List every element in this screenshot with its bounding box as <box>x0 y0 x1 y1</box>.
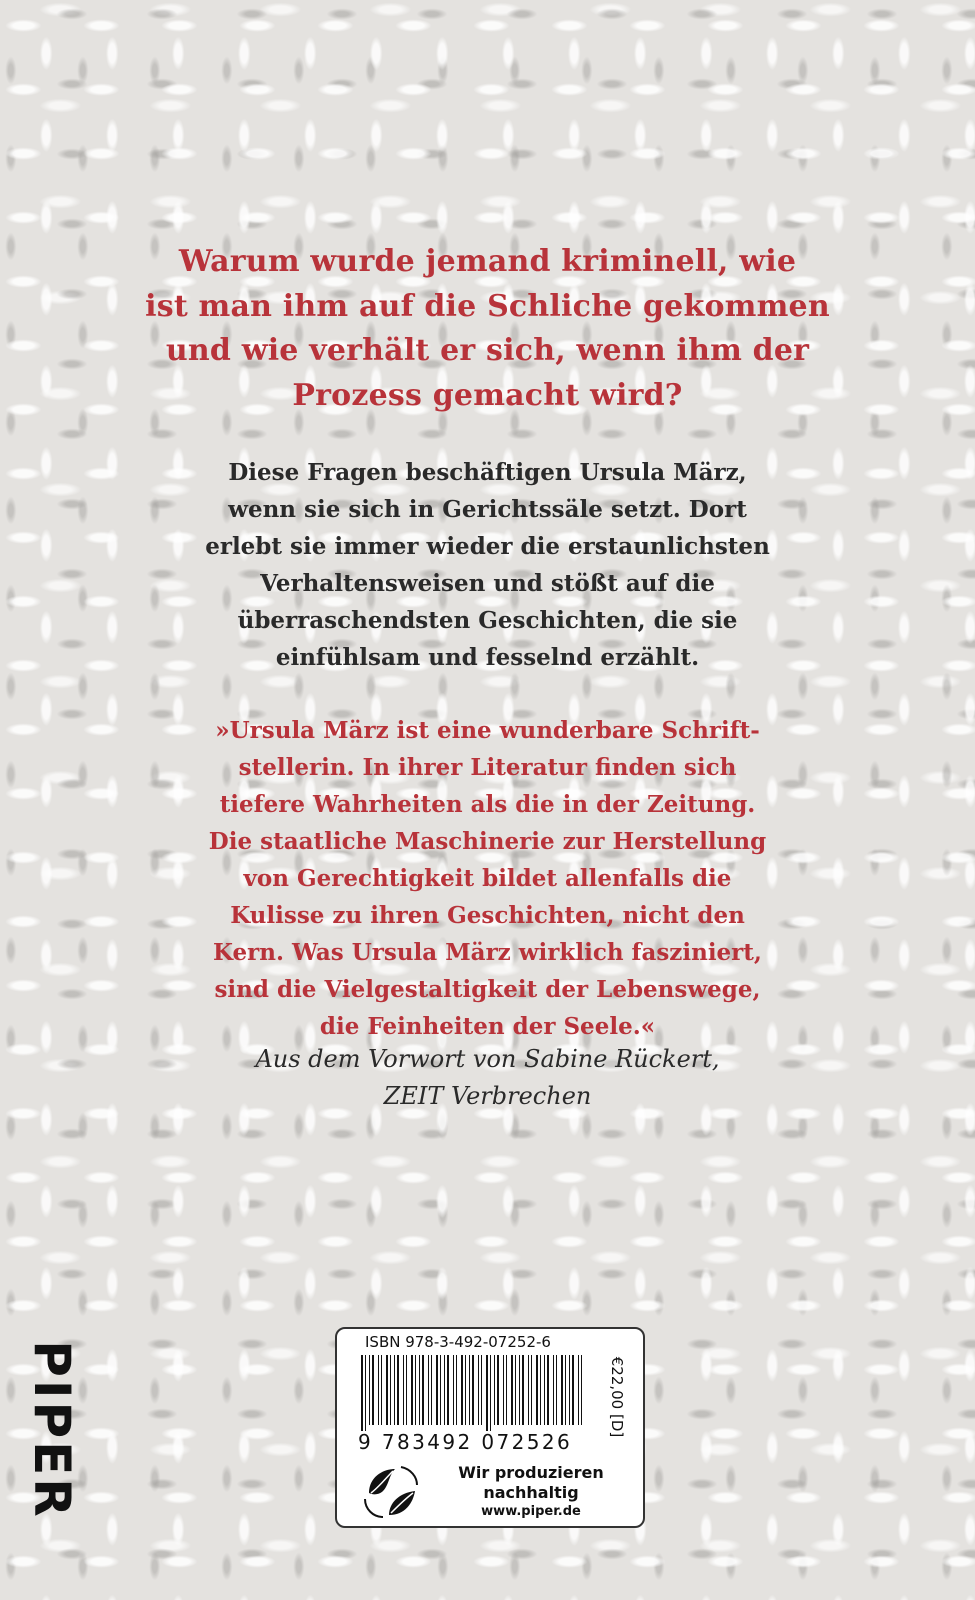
quote-line: tiefere Wahrheiten als die in der Zeitung. <box>219 791 756 818</box>
blurb-line: einfühlsam und fesselnd erzählt. <box>275 644 700 671</box>
publisher-url: www.piper.de <box>481 1504 581 1519</box>
price-label <box>605 1337 629 1457</box>
quote-attribution <box>0 1041 975 1115</box>
leaves-icon <box>359 1463 423 1521</box>
blurb-line: wenn sie sich in Gerichtssäle setzt. Dort <box>228 496 747 523</box>
quote-line: Die staatliche Maschinerie zur Herstellung <box>208 828 767 855</box>
headline-line: ist man ihm auf die Schliche gekommen <box>145 288 830 324</box>
quote-line: die Feinheiten der Seele.« <box>319 1013 656 1040</box>
headline-line: Warum wurde jemand kriminell, wie <box>178 244 797 279</box>
blurb-line: überraschendsten Geschichten, die sie <box>237 607 738 634</box>
attribution-line: Aus dem Vorwort von Sabine Rückert, <box>255 1045 720 1073</box>
isbn-label: ISBN 978-3-492-07252-6 <box>365 1333 551 1351</box>
publisher-logo-text: PIPER <box>23 1340 81 1520</box>
barcode-icon <box>359 1355 589 1431</box>
attribution-line: ZEIT Verbrechen <box>383 1082 592 1110</box>
review-quote <box>0 712 975 1045</box>
quote-line: Kern. Was Ursula März wirklich fasziniert, <box>213 939 762 966</box>
eco-line: Wir produzieren <box>458 1463 604 1482</box>
eco-line: nachhaltig <box>483 1483 579 1502</box>
quote-line: von Gerechtigkeit bildet allenfalls die <box>243 865 732 892</box>
blurb-paragraph <box>0 454 975 676</box>
quote-line: stellerin. In ihrer Literatur finden sich <box>238 754 737 781</box>
headline <box>0 240 975 418</box>
eco-text <box>445 1463 617 1521</box>
quote-line: sind die Vielgestaltigkeit der Lebenswege, <box>214 976 761 1003</box>
price-text: €22,00 [D] <box>608 1356 626 1438</box>
quote-line: Kulisse zu ihren Geschichten, nicht den <box>230 902 745 929</box>
barcode-box <box>335 1327 645 1528</box>
publisher-logo <box>22 1338 82 1522</box>
blurb-line: erlebt sie immer wieder die erstaunlichsten <box>205 533 770 560</box>
blurb-line: Verhaltensweisen und stößt auf die <box>260 570 715 597</box>
blurb-line: Diese Fragen beschäftigen Ursula März, <box>228 459 747 486</box>
barcode-number: 9 783492 072526 <box>358 1430 573 1454</box>
headline-line: und wie verhält er sich, wenn ihm der <box>165 333 810 368</box>
quote-line: »Ursula März ist eine wunderbare Schrift- <box>215 717 760 744</box>
headline-line: Prozess gemacht wird? <box>292 377 683 413</box>
